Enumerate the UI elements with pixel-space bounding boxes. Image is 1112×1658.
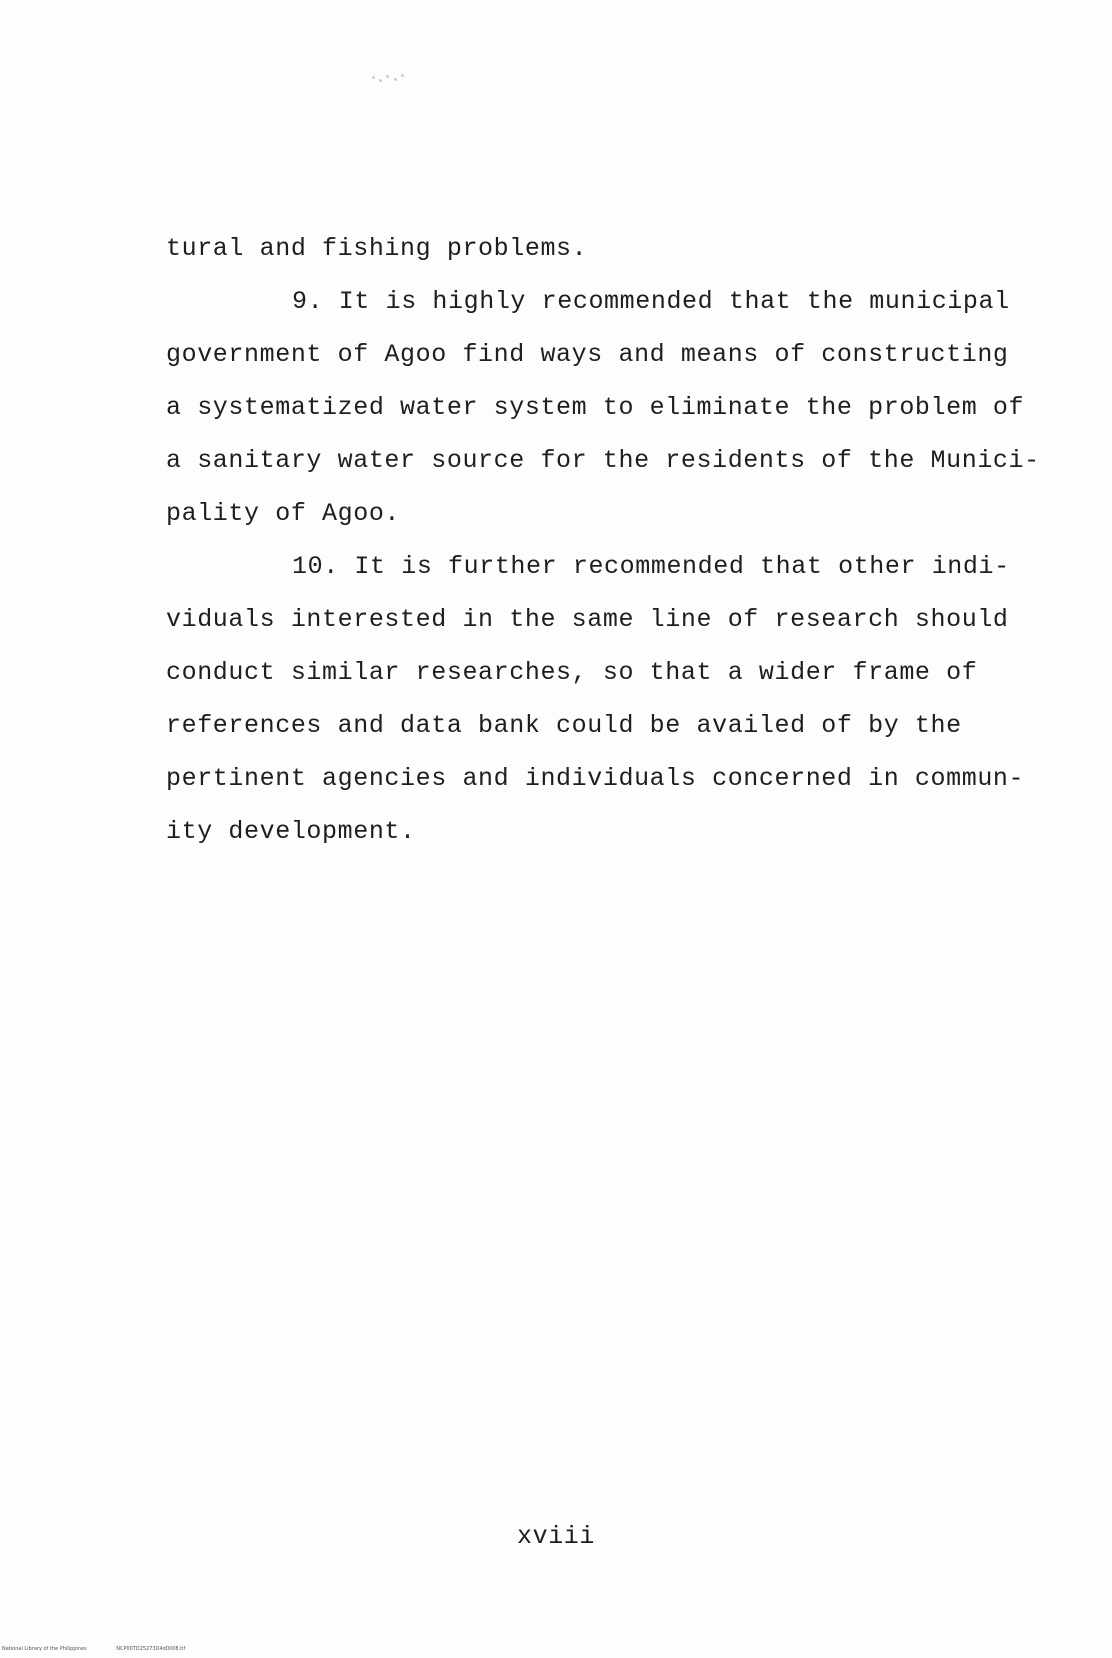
scan-smudge <box>370 72 410 86</box>
footer-file-id: NCP00TD25273D4d0008.tif <box>116 1646 186 1652</box>
text-line: references and data bank could be availed of by the <box>166 711 962 740</box>
text-line: government of Agoo find ways and means of constructing <box>166 340 1009 369</box>
text-line: conduct similar researches, so that a wider frame of <box>166 658 978 687</box>
text-line: pertinent agencies and individuals concerned in commun- <box>166 764 1025 793</box>
text-line: a sanitary water source for the residents of the Munici- <box>166 446 1040 475</box>
text-line: a systematized water system to eliminate the problem of <box>166 393 1025 422</box>
text-line: tural and fishing problems. <box>166 234 588 263</box>
body-text <box>166 222 1066 858</box>
paragraph-9-start: 9. It is highly recommended that the municipal <box>292 287 1010 316</box>
footer-library: National Library of the Philippines <box>2 1646 87 1652</box>
page-number: xviii <box>516 1522 595 1551</box>
text-line: viduals interested in the same line of research should <box>166 605 1009 634</box>
scan-footer <box>2 1646 213 1652</box>
text-line: pality of Agoo. <box>166 499 401 528</box>
text-line: ity development. <box>166 817 416 846</box>
paragraph-10-start: 10. It is further recommended that other indi- <box>292 552 1010 581</box>
